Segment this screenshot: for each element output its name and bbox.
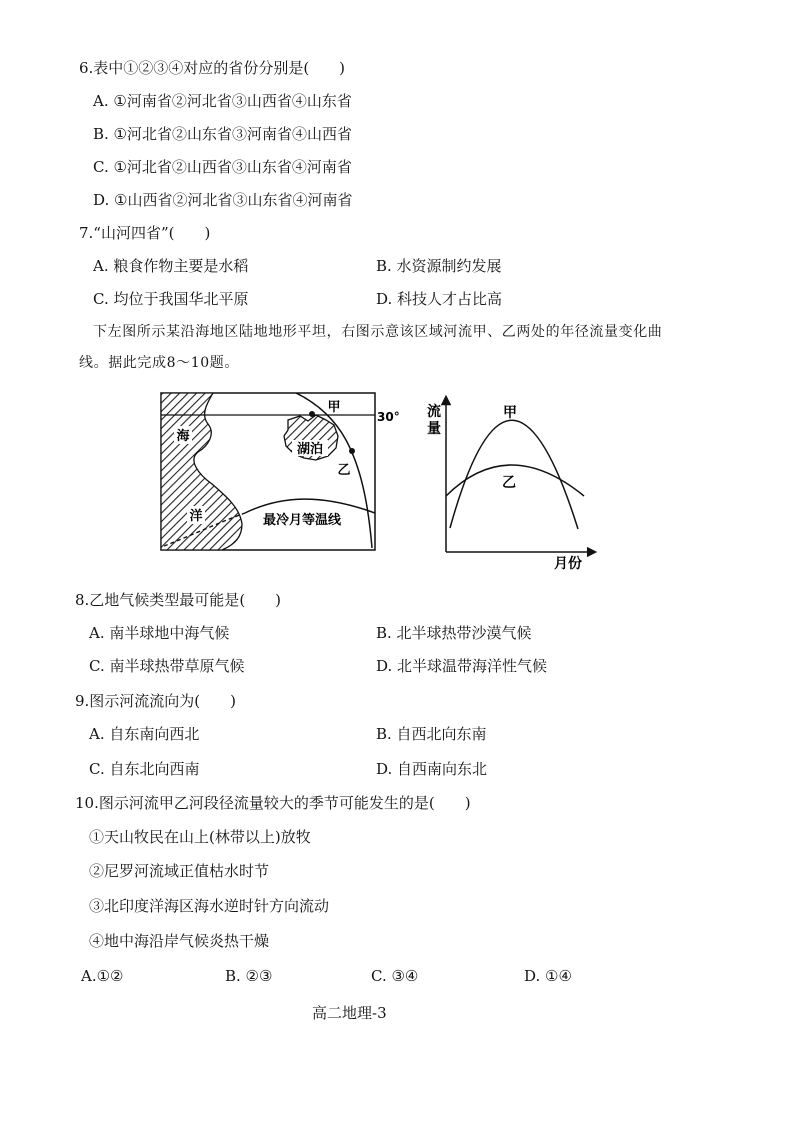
- q7-option-b[interactable]: B. 水资源制约发展: [376, 257, 502, 275]
- point-jia-marker: [309, 411, 315, 417]
- curve-jia-label: 甲: [503, 405, 517, 421]
- q9-option-b[interactable]: B. 自西北向东南: [376, 725, 487, 743]
- q8-option-c[interactable]: C. 南半球热带草原气候: [89, 657, 245, 675]
- q6-option-c[interactable]: C. ①河北省②山西省③山东省④河南省: [93, 158, 352, 176]
- intro-line-2: 线。据此完成8～10题。: [79, 355, 239, 371]
- lake-label: 湖泊: [296, 442, 324, 457]
- runoff-graph: [420, 396, 600, 574]
- y-axis-label-2: 量: [427, 421, 441, 437]
- q9-option-a[interactable]: A. 自东南向西北: [89, 725, 200, 743]
- q10-option-b[interactable]: B. ②③: [225, 967, 273, 985]
- intro-line-1: 下左图所示某沿海地区陆地地形平坦，右图示意该区域河流甲、乙两处的年径流量变化曲: [93, 324, 663, 340]
- point-yi-label: 乙: [337, 463, 351, 478]
- q10-option-a[interactable]: A.①②: [81, 967, 124, 985]
- point-yi-marker: [349, 448, 355, 454]
- page-footer: 高二地理-3: [312, 1004, 387, 1022]
- q8-option-b[interactable]: B. 北半球热带沙漠气候: [376, 624, 532, 642]
- point-jia-label: 甲: [327, 400, 341, 415]
- q6-option-b[interactable]: B. ①河北省②山东省③河南省④山西省: [93, 125, 353, 143]
- q10-option-d[interactable]: D. ①④: [524, 967, 572, 985]
- sea-label-2: 洋: [189, 509, 203, 524]
- latitude-label: 30°: [377, 410, 400, 424]
- q6-stem: 6.表中①②③④对应的省份分别是( ): [79, 59, 346, 77]
- q10-item-1: ①天山牧民在山上(林带以上)放牧: [89, 828, 311, 846]
- curve-yi-label: 乙: [502, 475, 516, 491]
- q10-option-c[interactable]: C. ③④: [371, 967, 419, 985]
- y-axis-label-1: 流: [427, 404, 441, 420]
- q7-option-c[interactable]: C. 均位于我国华北平原: [93, 290, 249, 308]
- q8-option-d[interactable]: D. 北半球温带海洋性气候: [376, 657, 548, 675]
- sea-label-1: 海: [176, 429, 190, 444]
- q6-option-a[interactable]: A. ①河南省②河北省③山西省④山东省: [93, 92, 352, 110]
- q10-item-4: ④地中海沿岸气候炎热干燥: [89, 932, 270, 950]
- q10-item-2: ②尼罗河流域正值枯水时节: [89, 862, 270, 880]
- q7-option-a[interactable]: A. 粮食作物主要是水稻: [93, 257, 249, 275]
- isotherm-label: 最冷月等温线: [262, 513, 342, 528]
- q8-option-a[interactable]: A. 南半球地中海气候: [89, 624, 230, 642]
- q10-stem: 10.图示河流甲乙河段径流量较大的季节可能发生的是( ): [75, 794, 471, 812]
- q8-stem: 8.乙地气候类型最可能是( ): [75, 591, 282, 609]
- q9-stem: 9.图示河流流向为( ): [75, 692, 237, 710]
- q9-option-c[interactable]: C. 自东北向西南: [89, 760, 200, 778]
- q10-item-3: ③北印度洋海区海水逆时针方向流动: [89, 897, 330, 915]
- terrain-map: [150, 388, 400, 558]
- q6-option-d[interactable]: D. ①山西省②河北省③山东省④河南省: [93, 191, 353, 209]
- q9-option-d[interactable]: D. 自西南向东北: [376, 760, 488, 778]
- q7-option-d[interactable]: D. 科技人才占比高: [376, 290, 503, 308]
- x-axis-label: 月份: [554, 556, 582, 572]
- q7-stem: 7.“山河四省”( ): [79, 224, 211, 242]
